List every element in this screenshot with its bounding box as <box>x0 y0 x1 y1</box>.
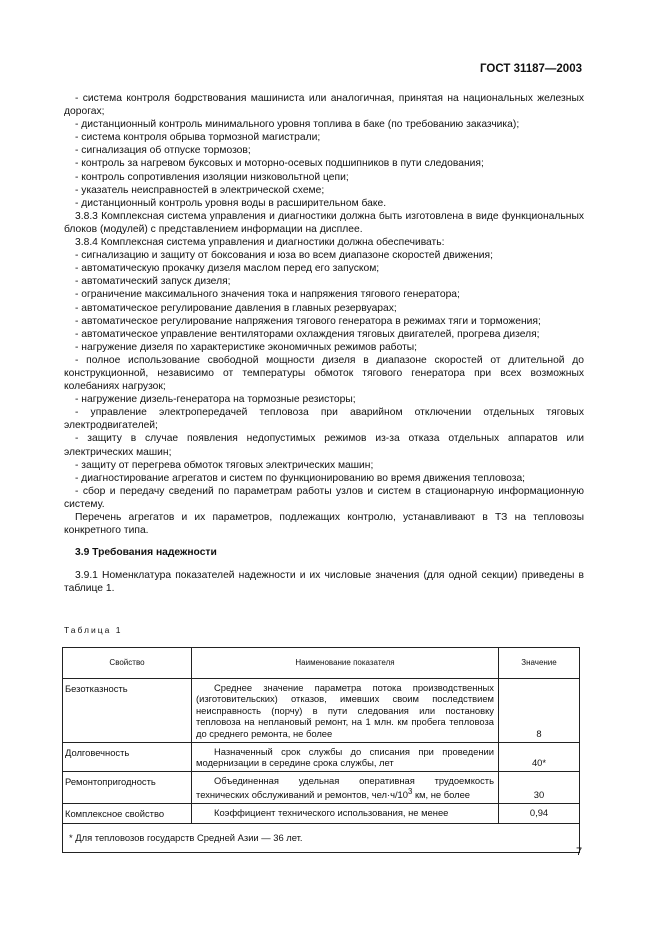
reliability-table <box>62 647 580 854</box>
paragraph-3-9-1: 3.9.1 Номенклатура показателей надежности и их числовые значения (для одной секции) приведены в таблице 1. <box>64 570 584 595</box>
table-cell: Назначенный срок службы до списания при проведении модернизации в середине срока службы, лет <box>192 742 499 771</box>
list-item: - автоматическое регулирование давления в главных резервуарах; <box>75 302 397 314</box>
column-header: Наименование показателя <box>192 647 499 678</box>
list-item: - нагружение дизеля по характеристике экономичных режимов работы; <box>75 341 418 353</box>
list-item: - управление электропередачей тепловоза при аварийном отключении отдельных тяговых электродвигателей; <box>64 407 584 432</box>
table-row <box>63 771 580 803</box>
page-body <box>64 92 584 853</box>
list-item: - сбор и передачу сведений по параметрам работы узлов и систем в стационарную информационную систему. <box>64 485 584 510</box>
table-row <box>63 678 580 742</box>
table-cell: Коэффициент технического использования, не менее <box>192 804 499 824</box>
table-cell: Среднее значение параметра потока производственных (изготовительских) отказов, имевших своим последствием неисправность (порчу) в пути следования или постановку тепловоза на неплановый ремонт, на 1 млн. км пробега тепловоза до среднего ремонта, не более <box>192 678 499 742</box>
list-item: - автоматическую прокачку дизеля маслом перед его запуском; <box>75 263 380 275</box>
table-footnote-row <box>63 823 580 853</box>
list-item: - нагружение дизель-генератора на тормозные резисторы; <box>75 394 356 406</box>
list-item: - система контроля бодрствования машиниста или аналогичная, принятая на национальных железных дорогах; <box>64 93 584 118</box>
table-cell: Безотказность <box>63 678 192 742</box>
list-item: - указатель неисправностей в электрической схеме; <box>75 184 325 196</box>
list-item: - защиту в случае появления недопустимых режимов из-за отказа отдельных аппаратов или электрических машин; <box>64 433 584 458</box>
column-header: Свойство <box>63 647 192 678</box>
list-item: - контроль за нагревом буксовых и моторно-осевых подшипников в пути следования; <box>75 158 484 170</box>
table-footnote: * Для тепловозов государств Средней Азии — 36 лет. <box>63 823 580 853</box>
paragraph-3-8-3: 3.8.3 Комплексная система управления и диагностики должна быть изготовлена в виде функциональных блоков (модулей) с представлением информации на дисплее. <box>64 210 584 235</box>
section-heading: 3.9 Требования надежности <box>75 547 217 559</box>
list-item: - ограничение максимального значения тока и напряжения тягового генератора; <box>75 289 460 301</box>
table-row <box>63 742 580 771</box>
table-row <box>63 804 580 824</box>
list-item: - диагностирование агрегатов и систем по функционированию во время движения тепловоза; <box>75 472 526 484</box>
table-caption: Таблица 1 <box>64 625 123 636</box>
page-number: 7 <box>576 846 583 858</box>
paragraph-3-8-4: 3.8.4 Комплексная система управления и диагностики должна обеспечивать: <box>75 237 445 249</box>
text-part: км, не более <box>412 789 470 801</box>
list-item: - автоматическое управление вентиляторами охлаждения тяговых двигателей, прогрева дизеля; <box>75 328 540 340</box>
superscript: 3 <box>408 787 413 797</box>
table-cell: 8 <box>499 678 580 742</box>
list-item: - автоматический запуск дизеля; <box>75 276 231 288</box>
list-item: - дистанционный контроль уровня воды в расширительном баке. <box>75 197 387 209</box>
list-item: - контроль сопротивления изоляции низковольтной цепи; <box>75 171 349 183</box>
list-item: - защиту от перегрева обмоток тяговых электрических машин; <box>75 459 374 471</box>
table-cell: 40* <box>499 742 580 771</box>
table-cell: Ремонтопригодность <box>63 771 192 803</box>
table-header-row <box>63 647 580 678</box>
column-header: Значение <box>499 647 580 678</box>
list-item: - система контроля обрыва тормозной магистрали; <box>75 132 321 144</box>
table-cell <box>192 771 499 803</box>
table-cell: 0,94 <box>499 804 580 824</box>
table-cell: 30 <box>499 771 580 803</box>
list-item: - автоматическое регулирование напряжения тягового генератора в режимах тяги и торможения; <box>75 315 541 327</box>
table-cell: Комплексное свойство <box>63 804 192 824</box>
list-item: - сигнализация об отпуске тормозов; <box>75 145 251 157</box>
paragraph-list-note: Перечень агрегатов и их параметров, подлежащих контролю, устанавливают в ТЗ на тепловозы конкретного типа. <box>64 512 584 537</box>
list-item: - сигнализацию и защиту от боксования и юза во всем диапазоне скоростей движения; <box>75 250 493 262</box>
list-item: - полное использование свободной мощности дизеля в диапазоне скоростей от длительной до конструкционной, независимо от температуры обмоток тягового генератора при всех возможных колебаниях нагрузок; <box>64 354 584 393</box>
document-code: ГОСТ 31187—2003 <box>480 63 582 75</box>
table-cell: Долговечность <box>63 742 192 771</box>
list-item: - дистанционный контроль минимального уровня топлива в баке (по требованию заказчика); <box>75 119 520 131</box>
text-part: Объединенная удельная оперативная трудоемкость технических обслуживаний и ремонтов, чел·ч/10 <box>196 774 494 801</box>
